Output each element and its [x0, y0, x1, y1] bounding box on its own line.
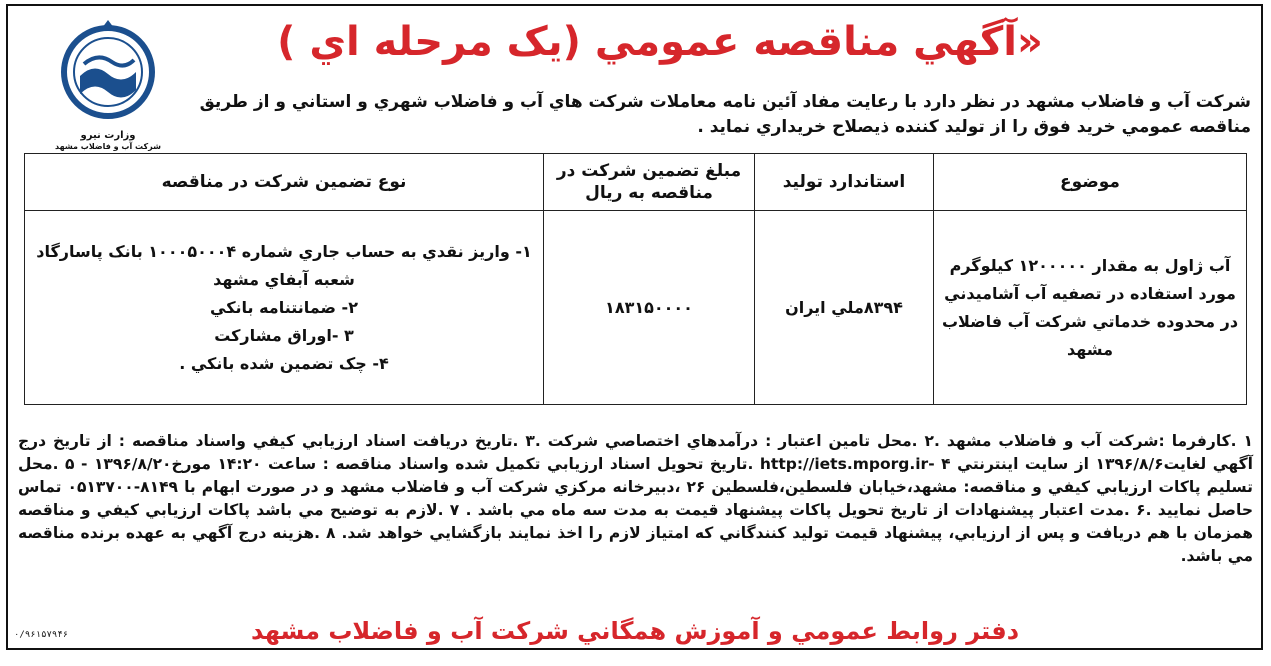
header-subject: موضوع — [934, 154, 1247, 211]
tender-table — [24, 153, 1247, 405]
table-row — [25, 211, 1247, 405]
terms-paragraph: ۱ .کارفرما :شرکت آب و فاضلاب مشهد .۲ .محل تامين اعتبار : درآمدهاي اختصاصي شرکت .۳ .تاريخ دريافت اسناد ارزيابي کيفي واسناد مناقصه : از تاريخ درج آگهي لغايت۱۳۹۶/۸/۶ از سايت اينترنتي http://iets.mporg.ir- ۴ .تاريخ تحويل اسناد ارزيابي تکميل شده واسناد مناقصه : ساعت ۱۴:۲۰ مورخ۱۳۹۶/۸/۲۰ - ۵ .محل تسليم پاکات ارزيابي کيفي و مناقصه: مشهد،خيابان فلسطين،فلسطين ۲۶ ،دبيرخانه مرکزي شرکت آب و فاضلاب مشهد و در صورت ابهام با ۸۱۴۹-۰۵۱۳۷۰۰ تماس حاصل نماييد .۶ .مدت اعتبار پيشنهادات از تاريخ تحويل پاکات پيشنهاد قيمت به مدت سه ماه مي باشد . ۷ .لازم به توضيح مي باشد پاکات ارزيابي کيفي و مناقصه همزمان با هم دريافت و پس از ارزيابي، پيشنهاد قيمت توليد کنندگاني که امتياز لازم را اخذ نمايند بازگشايي خواهد شد. ۸ .هزينه درج آگهي به عهده برنده مناقصه مي باشد. — [18, 432, 1254, 565]
guarantee-item: ۲- ضمانتنامه بانکي — [210, 297, 358, 317]
cell-amount: ۱۸۳۱۵۰۰۰۰ — [544, 211, 755, 405]
footer-publisher: دفتر روابط عمومي و آموزش همگاني شرکت آب و فاضلاب مشهد — [250, 617, 1020, 645]
logo — [40, 18, 176, 150]
header-standard: استاندارد توليد — [755, 154, 934, 211]
logo-company-label: شرکت آب و فاضلاب مشهد — [55, 142, 161, 151]
intro-paragraph: شرکت آب و فاضلاب مشهد در نظر دارد با رعايت مفاد آئين نامه معاملات شرکت هاي آب و فاضلاب شهري و استاني و از طريق مناقصه عمومي خريد فوق را از توليد کننده ذيصلاح خريداري نمايد . — [199, 92, 1251, 137]
header-guarantee: نوع تضمين شرکت در مناقصه — [25, 154, 544, 211]
cell-guarantee — [25, 211, 544, 405]
cell-standard: ۸۳۹۴ملي ايران — [755, 211, 934, 405]
header-amount: مبلغ تضمين شرکت در مناقصه به ريال — [544, 154, 755, 211]
page-title: «آگهي مناقصه عمومي (يک مرحله اي ) — [277, 19, 1043, 65]
cell-subject: آب ژاول به مقدار ۱۲۰۰۰۰۰ کيلوگرم مورد استفاده در تصفيه آب آشاميدني در محدوده خدماتي شرکت آب فاضلاب مشهد — [934, 211, 1247, 405]
serial-number: ۰/۹۶۱۵۷۹۴۶ — [14, 630, 69, 640]
guarantee-item: ۳ -اوراق مشارکت — [214, 325, 354, 345]
water-drop-logo-icon — [58, 18, 158, 126]
guarantee-item: ۴- چک تضمين شده بانکي . — [179, 353, 389, 373]
logo-ministry-label: وزارت نیرو — [80, 130, 136, 141]
table-header-row — [25, 154, 1247, 211]
guarantee-item: ۱- واريز نقدي به حساب جاري شماره ۱۰۰۰۵۰۰۰۴ بانک پاسارگاد شعبه آبفاي مشهد — [36, 241, 532, 289]
